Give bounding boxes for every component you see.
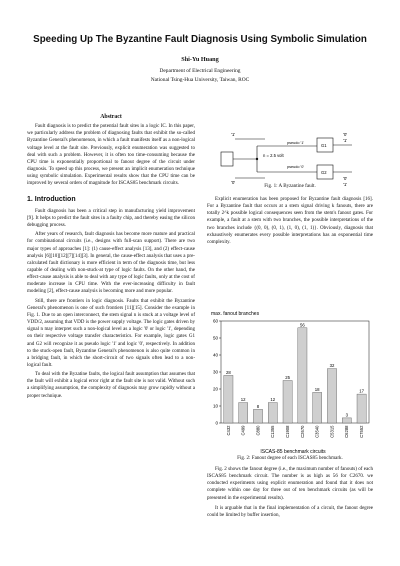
figure-2-fanout-chart [207, 307, 373, 457]
x-tick-label: C1355 [270, 425, 276, 438]
abstract-text: Fault diagnosis is to predict the potential fault sites in a logic IC. In this paper, we particularly address the problem of diagnosing faults that exhibit the so-called Byzantine General's phenomenon, in which a fault manifests itself as a non-logical voltage level at the fault site. Previously, explicit enumeration was suggested to deal with such a problem. However, it is often too time-consuming because the CPU time is exponentially proportional to fanout degree of the circuit under diagnosis. To speed up this process, we present an implicit enumeration technique using symbolic simulation. Experimental results show that the CPU time can be improved by several orders of magnitude for ISCAS85 benchmark circuits. [27, 123, 195, 187]
bar-value-label: 25 [285, 375, 290, 380]
bar-c1355 [268, 403, 277, 423]
right-column [207, 196, 373, 248]
left-column [27, 114, 195, 402]
output-top-label: '0' [343, 132, 348, 137]
gate-g1-label: G1 [321, 143, 327, 148]
author-name: Shi-Yu Huang [181, 56, 219, 63]
x-tick-label: C1908 [285, 425, 290, 438]
affiliation-department: Department of Electrical Engineering [159, 68, 241, 74]
y-tick-label: 30 [212, 369, 218, 375]
figure-1-byzantine-fault [207, 128, 373, 188]
x-tick-label: C7552 [359, 425, 364, 438]
bar-c880 [253, 409, 262, 423]
output-bottom-alt-label: '1' [343, 182, 348, 187]
figure-1-caption: Fig. 1: A Byzantine fault. [264, 183, 316, 189]
bar-value-label: 32 [329, 363, 335, 369]
output-bottom-label: '0' [343, 176, 348, 181]
x-tick-label: C3540 [314, 425, 320, 438]
pseudo-zero-label: pseudo '0' [287, 165, 305, 169]
x-tick-label: C499 [240, 425, 246, 436]
y-tick-label: 0 [215, 420, 218, 426]
bar-c499 [239, 403, 248, 423]
source-gate [221, 152, 233, 166]
x-tick-label: C432 [225, 425, 231, 436]
bar-value-label: 3 [345, 412, 348, 418]
input-bottom-label: '0' [231, 180, 236, 185]
y-tick-label: 10 [212, 403, 218, 409]
affiliation-university: National Tsing-Hua University, Taiwan, ROC [150, 77, 250, 83]
pseudo-one-label: pseudo '1' [287, 141, 305, 145]
paper-title: Speeding Up The Byzantine Fault Diagnosis Using Symbolic Simulation [33, 34, 367, 45]
output-top-alt-label: '1' [343, 138, 348, 143]
bar-value-label: 8 [256, 403, 260, 409]
intro-paragraph-4: To deal with the Byzatine faults, the logical fault assumption that assumes that the fault will exhibit a logical error right at the fault site is not valid. Without such a simplifying assumption, the complexity of diagnosis may grow rapidly without a proper technique. [27, 371, 195, 399]
bar-value-label: 12 [240, 397, 246, 403]
y-tick-label: 20 [212, 386, 218, 392]
right-column-lower [207, 466, 373, 522]
bar-c2670 [298, 328, 307, 423]
right-paragraph-2: Fig. 2 shows the fanout degree (i.e., the maximum number of fanouts) of each ISCAS85 benchmark circuit. The number is as high as 56 for C2670. we conducted experiments using explicit enumeration and found that it does not complete within one day for three out of ten benchmark circuits (as will be presented in the experimental results). [207, 466, 373, 501]
abstract-heading: Abstract [100, 114, 122, 120]
right-paragraph-1: Explicit enumeration has been proposed for Byzantine fault diagnosis [16]. For a Byzantine fault that occurs at a stem signal driving k fanouts, there are totally 2^k possible logical consequences seen from the stem's fanout gates. For example, a fault at a stem with two branches, the possible interpretations of the two branches include {(0, 0), (0, 1), (1, 0), (1, 1)}. Obviously, diagnosis that exhaustively enumerates every possible interpretations has an exponential time complexity. [207, 196, 373, 245]
section-heading-introduction: 1. Introduction [27, 195, 76, 203]
gate-g2-label: G2 [321, 170, 327, 175]
bar-value-label: 12 [270, 397, 276, 403]
x-tick-label: C5315 [329, 425, 335, 438]
node-voltage-label: n = 2.5 volt [263, 153, 284, 158]
bar-c6288 [342, 418, 351, 423]
chart-x-axis-label: ISCAS-85 benchmark circuits [260, 449, 326, 455]
bar-value-label: 17 [359, 388, 364, 394]
right-paragraph-3: It is arguable that in the final implementation of a circuit, the fanout degree could be limited by buffer insertion, [207, 504, 373, 518]
input-top-label: '1' [231, 132, 236, 137]
intro-paragraph-2: After years of research, fault diagnosis has become more mature and practical for combinational circuits (i.e., designs with full-scan support). There are two major types of approaches [1]: (1) cause-effect analysis [13], and (2) effect-cause analysis [6][10][12][7][14][3]. In general, the cause-effect analysis that uses a pre-calculated fault dictionary is more efficient in term of the diagnosis time, but less capable of dealing with non-stuck-at type of logic faults. On the other hand, the effect-cause analysis is able to deal with any type of logic faults, only at the cost of moderate increase in CPU time. With the ever-increasing difficulty in fault modeling [2], effect-cause analysis is becoming more and more popular. [27, 231, 195, 295]
bar-c3540 [313, 392, 322, 423]
chart-bars [224, 322, 366, 438]
bar-c7552 [357, 394, 366, 423]
bar-value-label: 18 [314, 386, 320, 392]
bar-c1908 [283, 381, 292, 424]
chart-title: max. fanout branches [211, 311, 260, 317]
intro-paragraph-1: Fault diagnosis has been a critical step in manufacturing yield improvement [9]. It helps to predict the fault sites in a faulty chip, and thereby easing the silicon debugging process. [27, 207, 195, 229]
bar-c5315 [327, 369, 336, 423]
x-tick-label: C880 [255, 425, 261, 436]
bar-value-label: 56 [300, 322, 305, 328]
bar-value-label: 28 [226, 369, 231, 375]
y-tick-label: 50 [212, 335, 218, 341]
bar-c432 [224, 375, 233, 423]
y-tick-label: 40 [212, 352, 218, 358]
intro-paragraph-3: Still, there are frontiers in logic diagnosis. Faults that exhibit the Byzantine General's phenomenon is one of such frontiers [11][15]. Consider the example in Fig. 1. Due to an open interconnect, the stem signal n is stuck at a voltage level of VDD/2, assuming that VDD is the power supply voltage. The logic gates driven by signal n may interpret such a non-logical level as a logic '0' or logic '1', depending on their respective voltage transfer characteristics. For example, logic gates G1 and G2 will recognize it as pseudo logic '1' and logic '0', respectively. In addition to the stuck-open fault, Byzantine General's phenomenon is also quite common in a bridging fault, in which the short-circuit of two signals often lead to a non-logical fault. [27, 297, 195, 368]
figure-2-caption: Fig. 2: Fanout degree of each ISCAS85 benchmark. [237, 455, 343, 461]
y-tick-label: 60 [212, 318, 218, 324]
x-tick-label: C2670 [299, 425, 305, 438]
x-tick-label: C6288 [344, 425, 350, 438]
